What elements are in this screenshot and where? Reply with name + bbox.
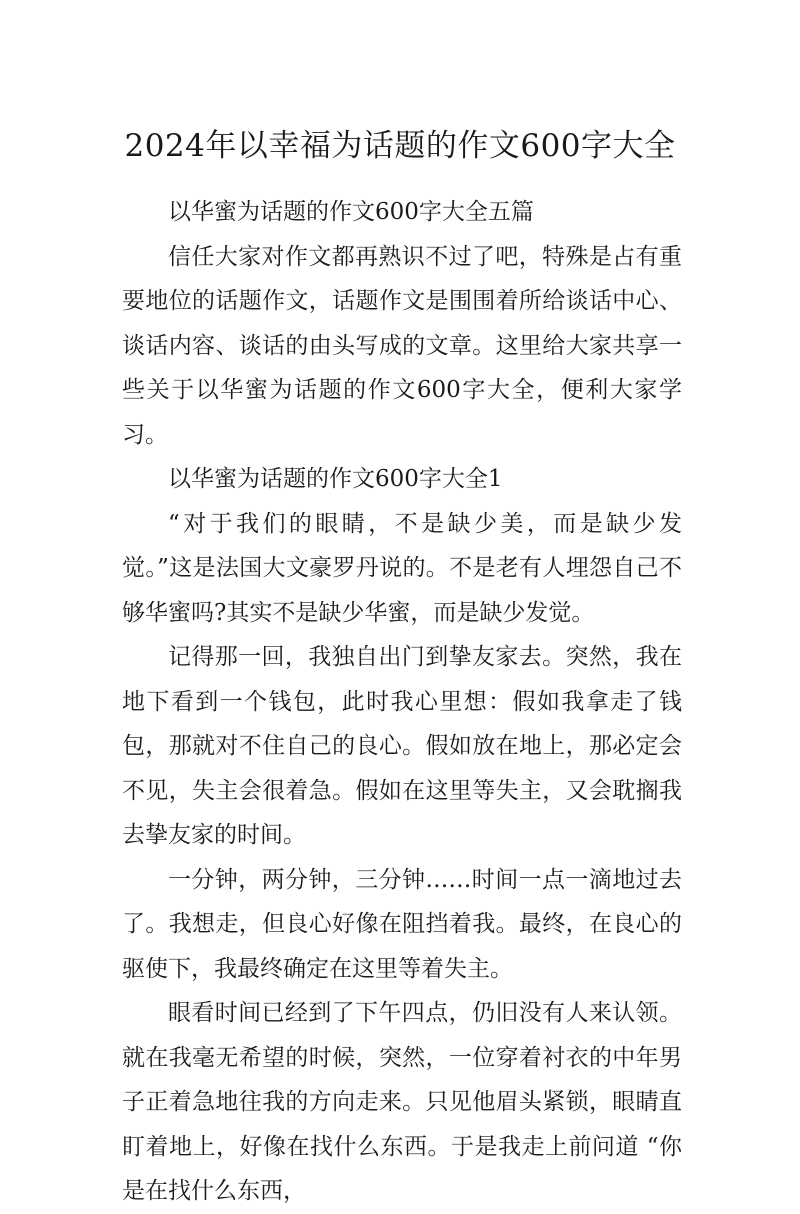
- paragraph-subtitle: 以华蜜为话题的作文600字大全五篇: [168, 199, 534, 225]
- paragraph-section-heading: 以华蜜为话题的作文600字大全1: [168, 466, 503, 492]
- paragraph-quote: “对于我们的眼睛，不是缺少美，而是缺少发觉。”这是法国大文豪罗丹说的。不是老有人埋怨自己不够华蜜吗?其实不是缺少华蜜，而是缺少发觉。: [122, 510, 682, 626]
- document-title: 2024年以幸福为话题的作文600字大全: [124, 128, 676, 164]
- paragraph-intro: 信任大家对作文都再熟识不过了吧，特殊是占有重要地位的话题作文，话题作文是围围着所给谈话中心、谈话内容、谈话的由头写成的文章。这里给大家共享一些关于以华蜜为话题的作文600字大全，便利大家学习。: [122, 243, 682, 448]
- paragraph-story-1: 记得那一回，我独自出门到挚友家去。突然，我在地下看到一个钱包，此时我心里想：假如我拿走了钱包，那就对不住自己的良心。假如放在地上，那必定会不见，失主会很着急。假如在这里等失主，又会耽搁我去挚友家的时间。: [122, 644, 682, 848]
- paragraph-story-2: 一分钟，两分钟，三分钟……时间一点一滴地过去了。我想走，但良心好像在阻挡着我。最终，在良心的驱使下，我最终确定在这里等着失主。: [122, 866, 682, 982]
- paragraph-story-3: 眼看时间已经到了下午四点，仍旧没有人来认领。就在我毫无希望的时候，突然，一位穿着衬衣的中年男子正着急地往我的方向走来。只见他眉头紧锁，眼睛直盯着地上，好像在找什么东西。于是我走上前问道 “你是在找什么东西，: [122, 1000, 682, 1204]
- document-body: [122, 190, 682, 1214]
